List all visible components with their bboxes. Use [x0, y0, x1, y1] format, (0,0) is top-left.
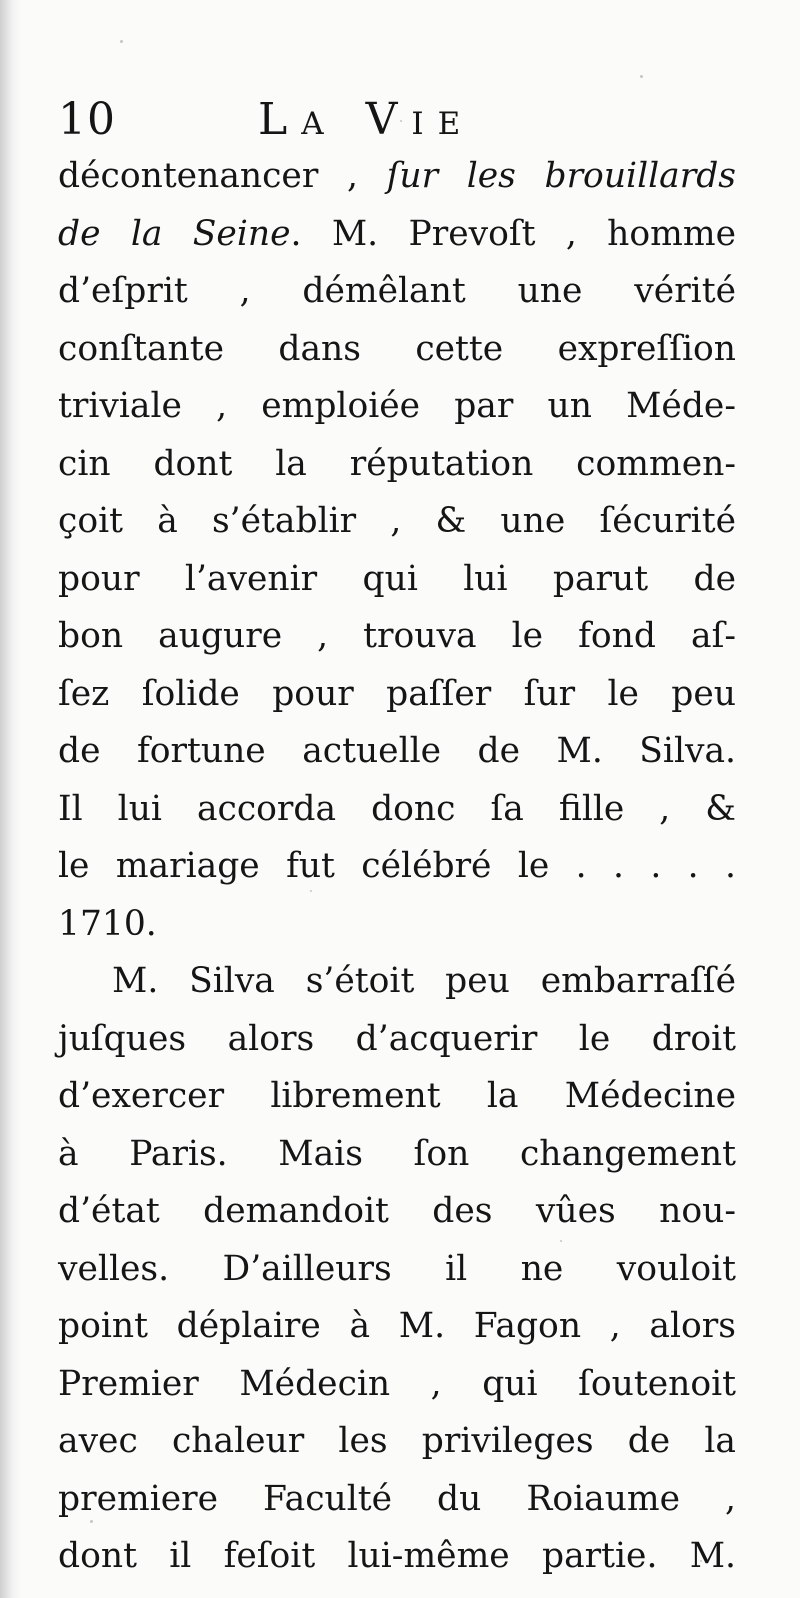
text-line: çoit à s’établir , & une ſécurité	[58, 501, 736, 541]
text-line: d’état demandoit des vûes nou-	[58, 1191, 736, 1231]
page-edge-shadow	[0, 0, 22, 1598]
text-line: de la Seine. M. Prevoſt , homme	[58, 213, 736, 254]
text-line: d’eſprit , démêlant une vérité	[58, 271, 736, 311]
text-line: premiere Faculté du Roiaume ,	[58, 1478, 736, 1519]
text-line: point déplaire à M. Fagon , alors	[58, 1306, 736, 1346]
page-number: 10	[58, 94, 116, 145]
text-line: à Paris. Mais ſon changement	[58, 1133, 736, 1174]
text-line: M. Silva s’étoit peu embarraſſé	[112, 961, 736, 1001]
text-line: Il lui accorda donc ſa fille , &	[58, 788, 736, 829]
text-line: dont il feſoit lui-même partie. M.	[58, 1536, 736, 1576]
text-line: de fortune actuelle de M. Silva.	[58, 731, 736, 771]
text-line: Premier Médecin , qui ſoutenoit	[58, 1363, 736, 1404]
text-line: 1710.	[58, 903, 157, 944]
text-line: conſtante dans cette expreſſion	[58, 328, 736, 369]
text-line: le mariage fut célébré le . . . . .	[58, 846, 736, 886]
text-line: cin dont la réputation commen-	[58, 443, 736, 484]
text-line: avec chaleur les privileges de la	[58, 1421, 736, 1461]
text-line: triviale , emploiée par un Méde-	[58, 386, 736, 426]
text-line: bon augure , trouva le fond aſ-	[58, 616, 736, 656]
text-line: velles. D’ailleurs il ne vouloit	[58, 1248, 736, 1289]
text-line: juſques alors d’acquerir le droit	[58, 1018, 736, 1059]
text-line: ſez ſolide pour paſſer ſur le peu	[58, 673, 736, 714]
text-line: décontenancer , ſur les brouillards	[58, 156, 737, 196]
running-title: La Vie	[258, 94, 475, 145]
text-line: pour l’avenir qui lui parut de	[58, 558, 736, 599]
body-text	[58, 148, 736, 1586]
page-header	[58, 90, 758, 150]
text-line: d’exercer librement la Médecine	[58, 1076, 736, 1116]
